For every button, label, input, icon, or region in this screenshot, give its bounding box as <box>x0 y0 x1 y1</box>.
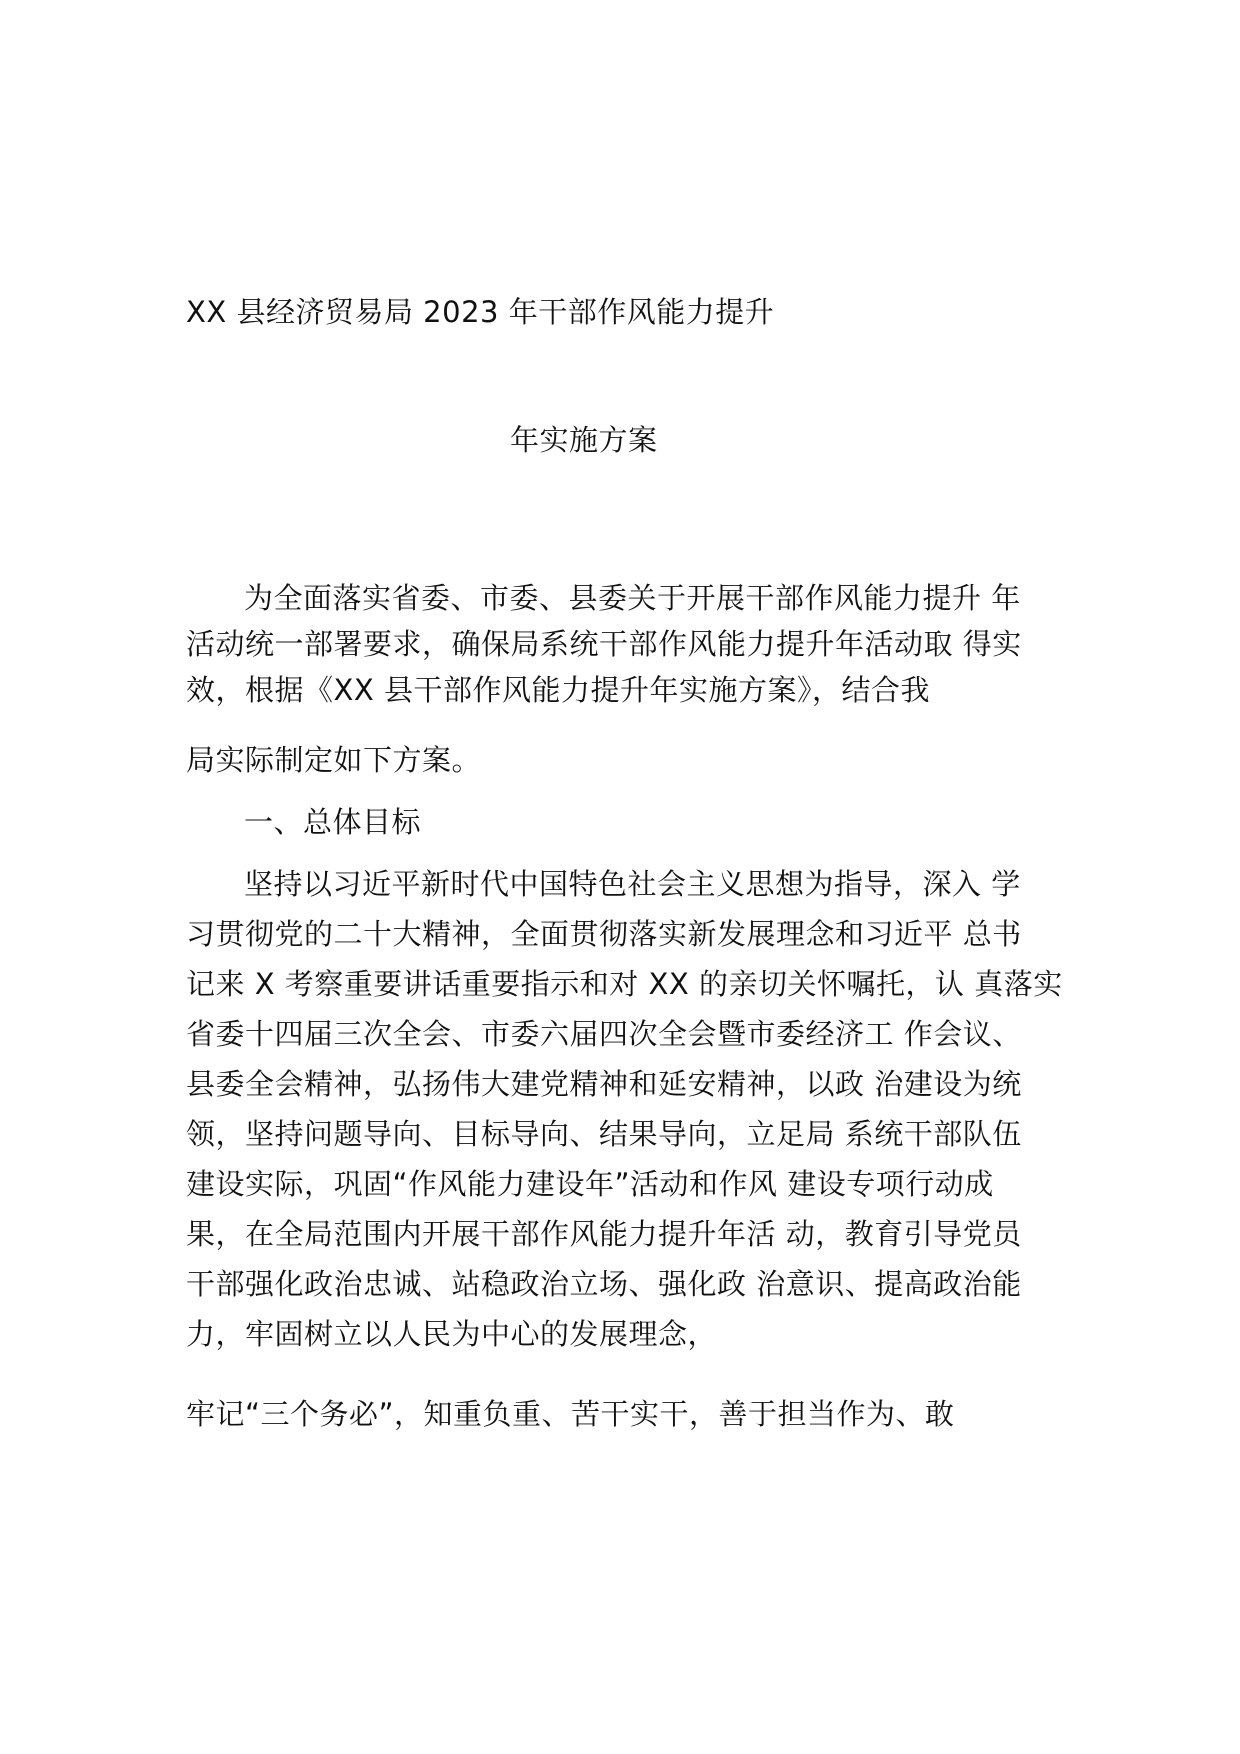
body-paragraph-line: 领，坚持问题导向、目标导向、结果导向，立足局 系统干部队伍 <box>186 1117 1022 1151</box>
section-heading: 一、总体目标 <box>244 805 422 839</box>
body-paragraph-line: 干部强化政治忠诚、站稳政治立场、强化政 治意识、提高政治能 <box>186 1267 1022 1301</box>
intro-paragraph-line: 为全面落实省委、市委、县委关于开展干部作风能力提升 年 <box>244 581 1021 615</box>
body-paragraph-line: 省委十四届三次全会、市委六届四次全会暨市委经济工 作会议、 <box>186 1017 1022 1051</box>
body-paragraph-line: 牢记“三个务必”，知重负重、苦干实干，善于担当作为、敢 <box>186 1397 955 1431</box>
intro-paragraph-line: 局实际制定如下方案。 <box>186 743 482 777</box>
document-title-line-1: XX 县经济贸易局 2023 年干部作风能力提升 <box>186 295 775 329</box>
body-paragraph-line: 坚持以习近平新时代中国特色社会主义思想为指导，深入 学 <box>244 867 1021 901</box>
body-paragraph-line: 果，在全局范围内开展干部作风能力提升年活 动，教育引导党员 <box>186 1217 1022 1251</box>
body-paragraph-line: 记来 X 考察重要讲话重要指示和对 XX 的亲切关怀嘱托，认 真落实 <box>186 967 1063 1001</box>
body-paragraph-line: 习贯彻党的二十大精神，全面贯彻落实新发展理念和习近平 总书 <box>186 917 1022 951</box>
body-paragraph-line: 县委全会精神，弘扬伟大建党精神和延安精神，以政 治建设为统 <box>186 1067 1022 1101</box>
body-paragraph-line: 建设实际，巩固“作风能力建设年”活动和作风 建设专项行动成 <box>186 1167 994 1201</box>
body-paragraph-line: 力，牢固树立以人民为中心的发展理念， <box>186 1317 718 1351</box>
intro-paragraph-line: 效，根据《XX 县干部作风能力提升年实施方案》，结合我 <box>186 673 930 707</box>
intro-paragraph-line: 活动统一部署要求，确保局系统干部作风能力提升年活动取 得实 <box>186 627 1022 661</box>
document-title-line-2: 年实施方案 <box>510 423 658 457</box>
